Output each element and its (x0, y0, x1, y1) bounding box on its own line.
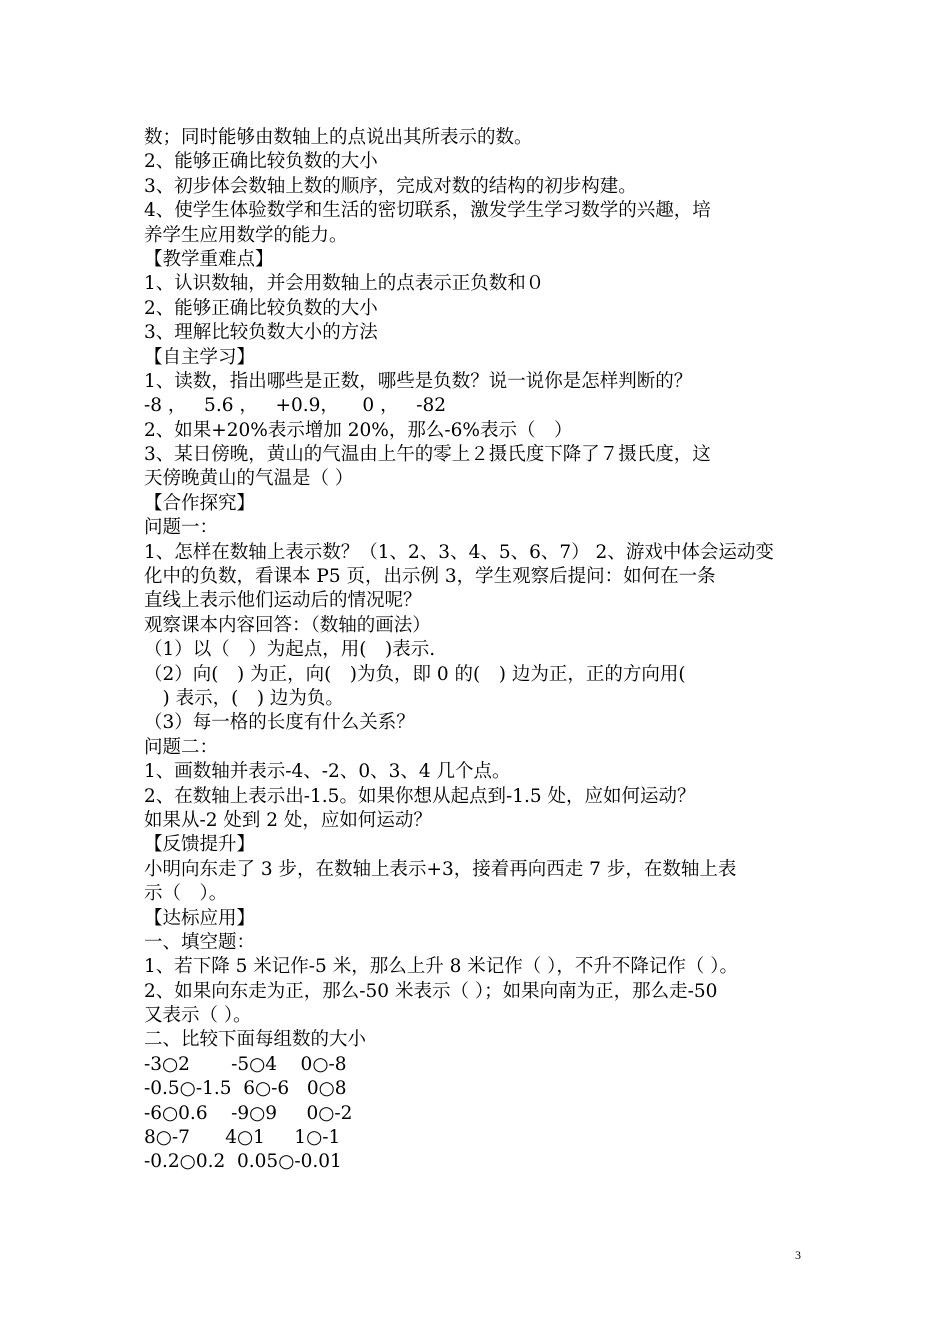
text-line: 【达标应用】 (144, 907, 256, 929)
text-line: 1、读数，指出哪些是正数，哪些是负数？说一说你是怎样判断的？ (144, 370, 693, 392)
text-line: 观察课本内容回答：（数轴的画法） (144, 614, 431, 636)
text-line: 2、在数轴上表示出-1.5。如果你想从起点到-1.5 处，应如何运动？ (144, 785, 696, 807)
text-line: 天傍晚黄山的气温是（ ） (144, 468, 354, 490)
text-line: 4、使学生体验数学和生活的密切联系，激发学生学习数学的兴趣，培 (144, 200, 711, 222)
text-line: ) 表示，( ) 边为负。 (144, 687, 344, 709)
text-line: 直线上表示他们运动后的情况呢？ (144, 590, 422, 612)
text-line: 【教学重难点】 (144, 248, 274, 270)
document-body (144, 126, 824, 1175)
text-line: （3）每一格的长度有什么关系？ (144, 712, 415, 734)
text-line: 【合作探究】 (144, 492, 256, 514)
page-number: 3 (795, 1248, 801, 1262)
text-line: -8 ， 5.6 ， +0.9， 0 ， -82 (144, 395, 447, 417)
text-line: 2、能够正确比较负数的大小 (144, 297, 378, 319)
text-line: 2、能够正确比较负数的大小 (144, 151, 378, 173)
text-line: 又表示（ ）。 (144, 1005, 252, 1027)
text-line: 【自主学习】 (144, 346, 256, 368)
text-line: 问题一： (144, 517, 219, 539)
text-line: 小明向东走了 3 步，在数轴上表示+3，接着再向西走 7 步，在数轴上表 (144, 858, 737, 880)
text-line: -6○0.6 -9○9 0○-2 (144, 1102, 353, 1124)
text-line: -0.2○0.2 0.05○-0.01 (144, 1151, 342, 1173)
text-line: 2、如果向东走为正，那么-50 米表示（ ）；如果向南为正，那么走-50 (144, 980, 718, 1002)
text-line: 1、怎样在数轴上表示数？（1、2、3、4、5、6、7） 2、游戏中体会运动变 (144, 541, 774, 563)
text-line: 3、理解比较负数大小的方法 (144, 322, 378, 344)
text-line: 8○-7 4○1 1○-1 (144, 1127, 341, 1149)
text-line: -3○2 -5○4 0○-8 (144, 1053, 347, 1075)
text-line: 数；同时能够由数轴上的点说出其所表示的数。 (144, 127, 533, 148)
text-line: 示（ ）。 (144, 883, 228, 905)
text-line: 问题二： (144, 736, 219, 758)
text-line: 养学生应用数学的能力。 (144, 224, 348, 246)
text-line: 二、比较下面每组数的大小 (144, 1029, 367, 1051)
text-line: 一、填空题： (144, 931, 256, 953)
text-line: 1、若下降 5 米记作-5 米，那么上升 8 米记作（ ），不升不降记作（ ）。 (144, 956, 738, 978)
text-line: 化中的负数，看课本 P5 页，出示例 3，学生观察后提问：如何在一条 (144, 566, 716, 588)
text-line: 【反馈提升】 (144, 834, 256, 856)
text-line: 1、认识数轴，并会用数轴上的点表示正负数和０ (144, 273, 545, 295)
text-line: 3、某日傍晚，黄山的气温由上午的零上２摄氏度下降了７摄氏度，这 (144, 444, 711, 466)
text-line: 2、如果+20%表示增加 20%，那么-6%表示（ ） (144, 419, 573, 441)
text-line: 3、初步体会数轴上数的顺序，完成对数的结构的初步构建。 (144, 175, 637, 197)
text-line: -0.5○-1.5 6○-6 0○8 (144, 1078, 347, 1100)
text-line: （1）以（ ）为起点，用( )表示. (144, 639, 436, 661)
text-line: 如果从-2 处到 2 处，应如何运动？ (144, 809, 432, 831)
text-line: 1、画数轴并表示-4、-2、0、3、4 几个点。 (144, 761, 511, 783)
text-line: （2）向( ) 为正，向( )为负，即 0 的( ) 边为正，正的方向用( (144, 663, 686, 685)
